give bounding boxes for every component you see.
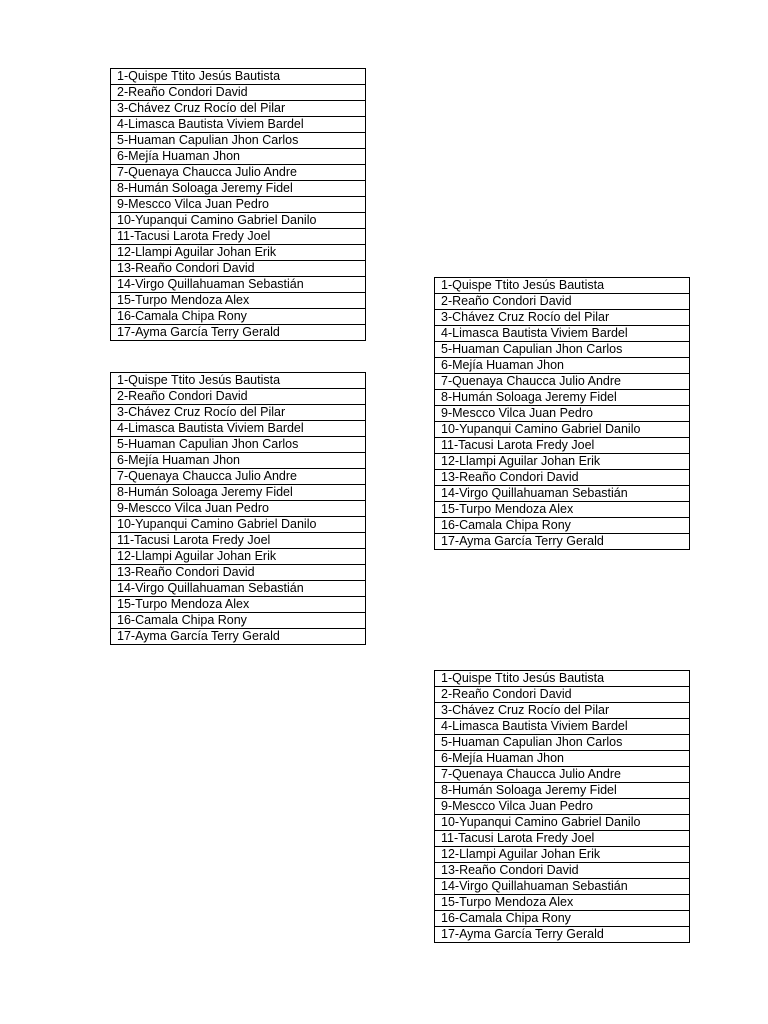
table-row xyxy=(111,469,366,485)
name-cell: 11-Tacusi Larota Fredy Joel xyxy=(111,533,366,549)
table-row xyxy=(111,549,366,565)
table-row xyxy=(435,671,690,687)
name-cell: 8-Humán Soloaga Jeremy Fidel xyxy=(435,783,690,799)
name-cell: 6-Mejía Huaman Jhon xyxy=(111,149,366,165)
name-cell: 3-Chávez Cruz Rocío del Pilar xyxy=(111,101,366,117)
name-cell: 7-Quenaya Chaucca Julio Andre xyxy=(111,165,366,181)
name-cell: 9-Mescco Vilca Juan Pedro xyxy=(435,406,690,422)
table-row xyxy=(111,149,366,165)
table-row xyxy=(111,613,366,629)
table-row xyxy=(435,799,690,815)
name-cell: 11-Tacusi Larota Fredy Joel xyxy=(435,831,690,847)
table-row xyxy=(435,879,690,895)
table-row xyxy=(435,703,690,719)
table-row xyxy=(435,374,690,390)
table-row xyxy=(111,293,366,309)
table-row xyxy=(111,309,366,325)
name-cell: 16-Camala Chipa Rony xyxy=(111,309,366,325)
table-row xyxy=(111,117,366,133)
table-row xyxy=(435,911,690,927)
table-row xyxy=(435,863,690,879)
table-row xyxy=(435,767,690,783)
name-list-table-top-right xyxy=(434,277,690,550)
table-row xyxy=(111,277,366,293)
name-cell: 12-Llampi Aguilar Johan Erik xyxy=(435,847,690,863)
name-cell: 17-Ayma García Terry Gerald xyxy=(111,325,366,341)
name-list-table-bottom-right xyxy=(434,670,690,943)
table-row xyxy=(435,294,690,310)
name-cell: 4-Limasca Bautista Viviem Bardel xyxy=(435,326,690,342)
name-cell: 6-Mejía Huaman Jhon xyxy=(111,453,366,469)
table-row xyxy=(111,261,366,277)
name-cell: 5-Huaman Capulian Jhon Carlos xyxy=(435,735,690,751)
name-cell: 17-Ayma García Terry Gerald xyxy=(435,534,690,550)
table-row xyxy=(111,453,366,469)
table-row xyxy=(111,325,366,341)
table-row xyxy=(111,229,366,245)
name-cell: 16-Camala Chipa Rony xyxy=(111,613,366,629)
table-row xyxy=(111,245,366,261)
name-cell: 3-Chávez Cruz Rocío del Pilar xyxy=(111,405,366,421)
name-cell: 5-Huaman Capulian Jhon Carlos xyxy=(435,342,690,358)
name-cell: 13-Reaño Condori David xyxy=(435,863,690,879)
name-cell: 1-Quispe Ttito Jesús Bautista xyxy=(111,69,366,85)
name-cell: 8-Humán Soloaga Jeremy Fidel xyxy=(111,485,366,501)
table-row xyxy=(435,470,690,486)
name-cell: 4-Limasca Bautista Viviem Bardel xyxy=(111,117,366,133)
name-cell: 1-Quispe Ttito Jesús Bautista xyxy=(111,373,366,389)
name-cell: 9-Mescco Vilca Juan Pedro xyxy=(111,501,366,517)
name-cell: 11-Tacusi Larota Fredy Joel xyxy=(435,438,690,454)
name-cell: 17-Ayma García Terry Gerald xyxy=(435,927,690,943)
name-cell: 10-Yupanqui Camino Gabriel Danilo xyxy=(435,422,690,438)
table-row xyxy=(111,101,366,117)
name-cell: 14-Virgo Quillahuaman Sebastián xyxy=(435,879,690,895)
table-row xyxy=(435,847,690,863)
table-row xyxy=(111,597,366,613)
table-row xyxy=(435,518,690,534)
table-row xyxy=(435,719,690,735)
name-cell: 3-Chávez Cruz Rocío del Pilar xyxy=(435,703,690,719)
table-row xyxy=(435,390,690,406)
name-cell: 15-Turpo Mendoza Alex xyxy=(435,895,690,911)
name-cell: 13-Reaño Condori David xyxy=(111,261,366,277)
table-row xyxy=(111,213,366,229)
table-row xyxy=(435,310,690,326)
name-cell: 6-Mejía Huaman Jhon xyxy=(435,751,690,767)
name-list-table-bottom-left xyxy=(110,372,366,645)
table-row xyxy=(111,69,366,85)
name-cell: 12-Llampi Aguilar Johan Erik xyxy=(111,549,366,565)
name-cell: 15-Turpo Mendoza Alex xyxy=(111,597,366,613)
table-row xyxy=(435,895,690,911)
table-row xyxy=(111,85,366,101)
name-cell: 16-Camala Chipa Rony xyxy=(435,911,690,927)
name-cell: 10-Yupanqui Camino Gabriel Danilo xyxy=(111,517,366,533)
name-cell: 12-Llampi Aguilar Johan Erik xyxy=(435,454,690,470)
name-list-table-top-left xyxy=(110,68,366,341)
table-row xyxy=(111,373,366,389)
table-row xyxy=(111,197,366,213)
name-cell: 7-Quenaya Chaucca Julio Andre xyxy=(111,469,366,485)
table-row xyxy=(111,485,366,501)
name-cell: 2-Reaño Condori David xyxy=(435,687,690,703)
table-row xyxy=(435,751,690,767)
table-row xyxy=(435,783,690,799)
name-cell: 16-Camala Chipa Rony xyxy=(435,518,690,534)
name-cell: 7-Quenaya Chaucca Julio Andre xyxy=(435,767,690,783)
table-row xyxy=(435,406,690,422)
table-row xyxy=(111,181,366,197)
table-row xyxy=(111,517,366,533)
table-row xyxy=(435,502,690,518)
table-row xyxy=(435,534,690,550)
name-cell: 1-Quispe Ttito Jesús Bautista xyxy=(435,278,690,294)
name-cell: 2-Reaño Condori David xyxy=(111,389,366,405)
name-cell: 5-Huaman Capulian Jhon Carlos xyxy=(111,133,366,149)
name-cell: 12-Llampi Aguilar Johan Erik xyxy=(111,245,366,261)
table-row xyxy=(435,342,690,358)
name-cell: 8-Humán Soloaga Jeremy Fidel xyxy=(435,390,690,406)
name-cell: 2-Reaño Condori David xyxy=(435,294,690,310)
name-cell: 9-Mescco Vilca Juan Pedro xyxy=(111,197,366,213)
table-row xyxy=(435,278,690,294)
table-row xyxy=(435,326,690,342)
name-cell: 10-Yupanqui Camino Gabriel Danilo xyxy=(435,815,690,831)
name-cell: 7-Quenaya Chaucca Julio Andre xyxy=(435,374,690,390)
table-row xyxy=(435,454,690,470)
table-row xyxy=(111,629,366,645)
name-cell: 11-Tacusi Larota Fredy Joel xyxy=(111,229,366,245)
name-cell: 5-Huaman Capulian Jhon Carlos xyxy=(111,437,366,453)
table-row xyxy=(111,581,366,597)
table-row xyxy=(111,501,366,517)
table-row xyxy=(111,565,366,581)
table-row xyxy=(111,405,366,421)
name-cell: 4-Limasca Bautista Viviem Bardel xyxy=(111,421,366,437)
name-cell: 3-Chávez Cruz Rocío del Pilar xyxy=(435,310,690,326)
table-row xyxy=(111,437,366,453)
name-cell: 6-Mejía Huaman Jhon xyxy=(435,358,690,374)
table-row xyxy=(435,831,690,847)
name-cell: 4-Limasca Bautista Viviem Bardel xyxy=(435,719,690,735)
name-cell: 14-Virgo Quillahuaman Sebastián xyxy=(111,581,366,597)
name-cell: 15-Turpo Mendoza Alex xyxy=(111,293,366,309)
table-row xyxy=(111,389,366,405)
name-cell: 1-Quispe Ttito Jesús Bautista xyxy=(435,671,690,687)
table-row xyxy=(111,165,366,181)
table-row xyxy=(435,358,690,374)
table-row xyxy=(435,815,690,831)
name-cell: 13-Reaño Condori David xyxy=(435,470,690,486)
table-row xyxy=(435,438,690,454)
table-row xyxy=(435,687,690,703)
table-row xyxy=(111,133,366,149)
table-row xyxy=(111,533,366,549)
name-cell: 10-Yupanqui Camino Gabriel Danilo xyxy=(111,213,366,229)
name-cell: 14-Virgo Quillahuaman Sebastián xyxy=(111,277,366,293)
table-row xyxy=(111,421,366,437)
table-row xyxy=(435,735,690,751)
name-cell: 17-Ayma García Terry Gerald xyxy=(111,629,366,645)
name-cell: 15-Turpo Mendoza Alex xyxy=(435,502,690,518)
name-cell: 8-Humán Soloaga Jeremy Fidel xyxy=(111,181,366,197)
name-cell: 14-Virgo Quillahuaman Sebastián xyxy=(435,486,690,502)
name-cell: 2-Reaño Condori David xyxy=(111,85,366,101)
name-cell: 13-Reaño Condori David xyxy=(111,565,366,581)
table-row xyxy=(435,486,690,502)
name-cell: 9-Mescco Vilca Juan Pedro xyxy=(435,799,690,815)
table-row xyxy=(435,422,690,438)
table-row xyxy=(435,927,690,943)
